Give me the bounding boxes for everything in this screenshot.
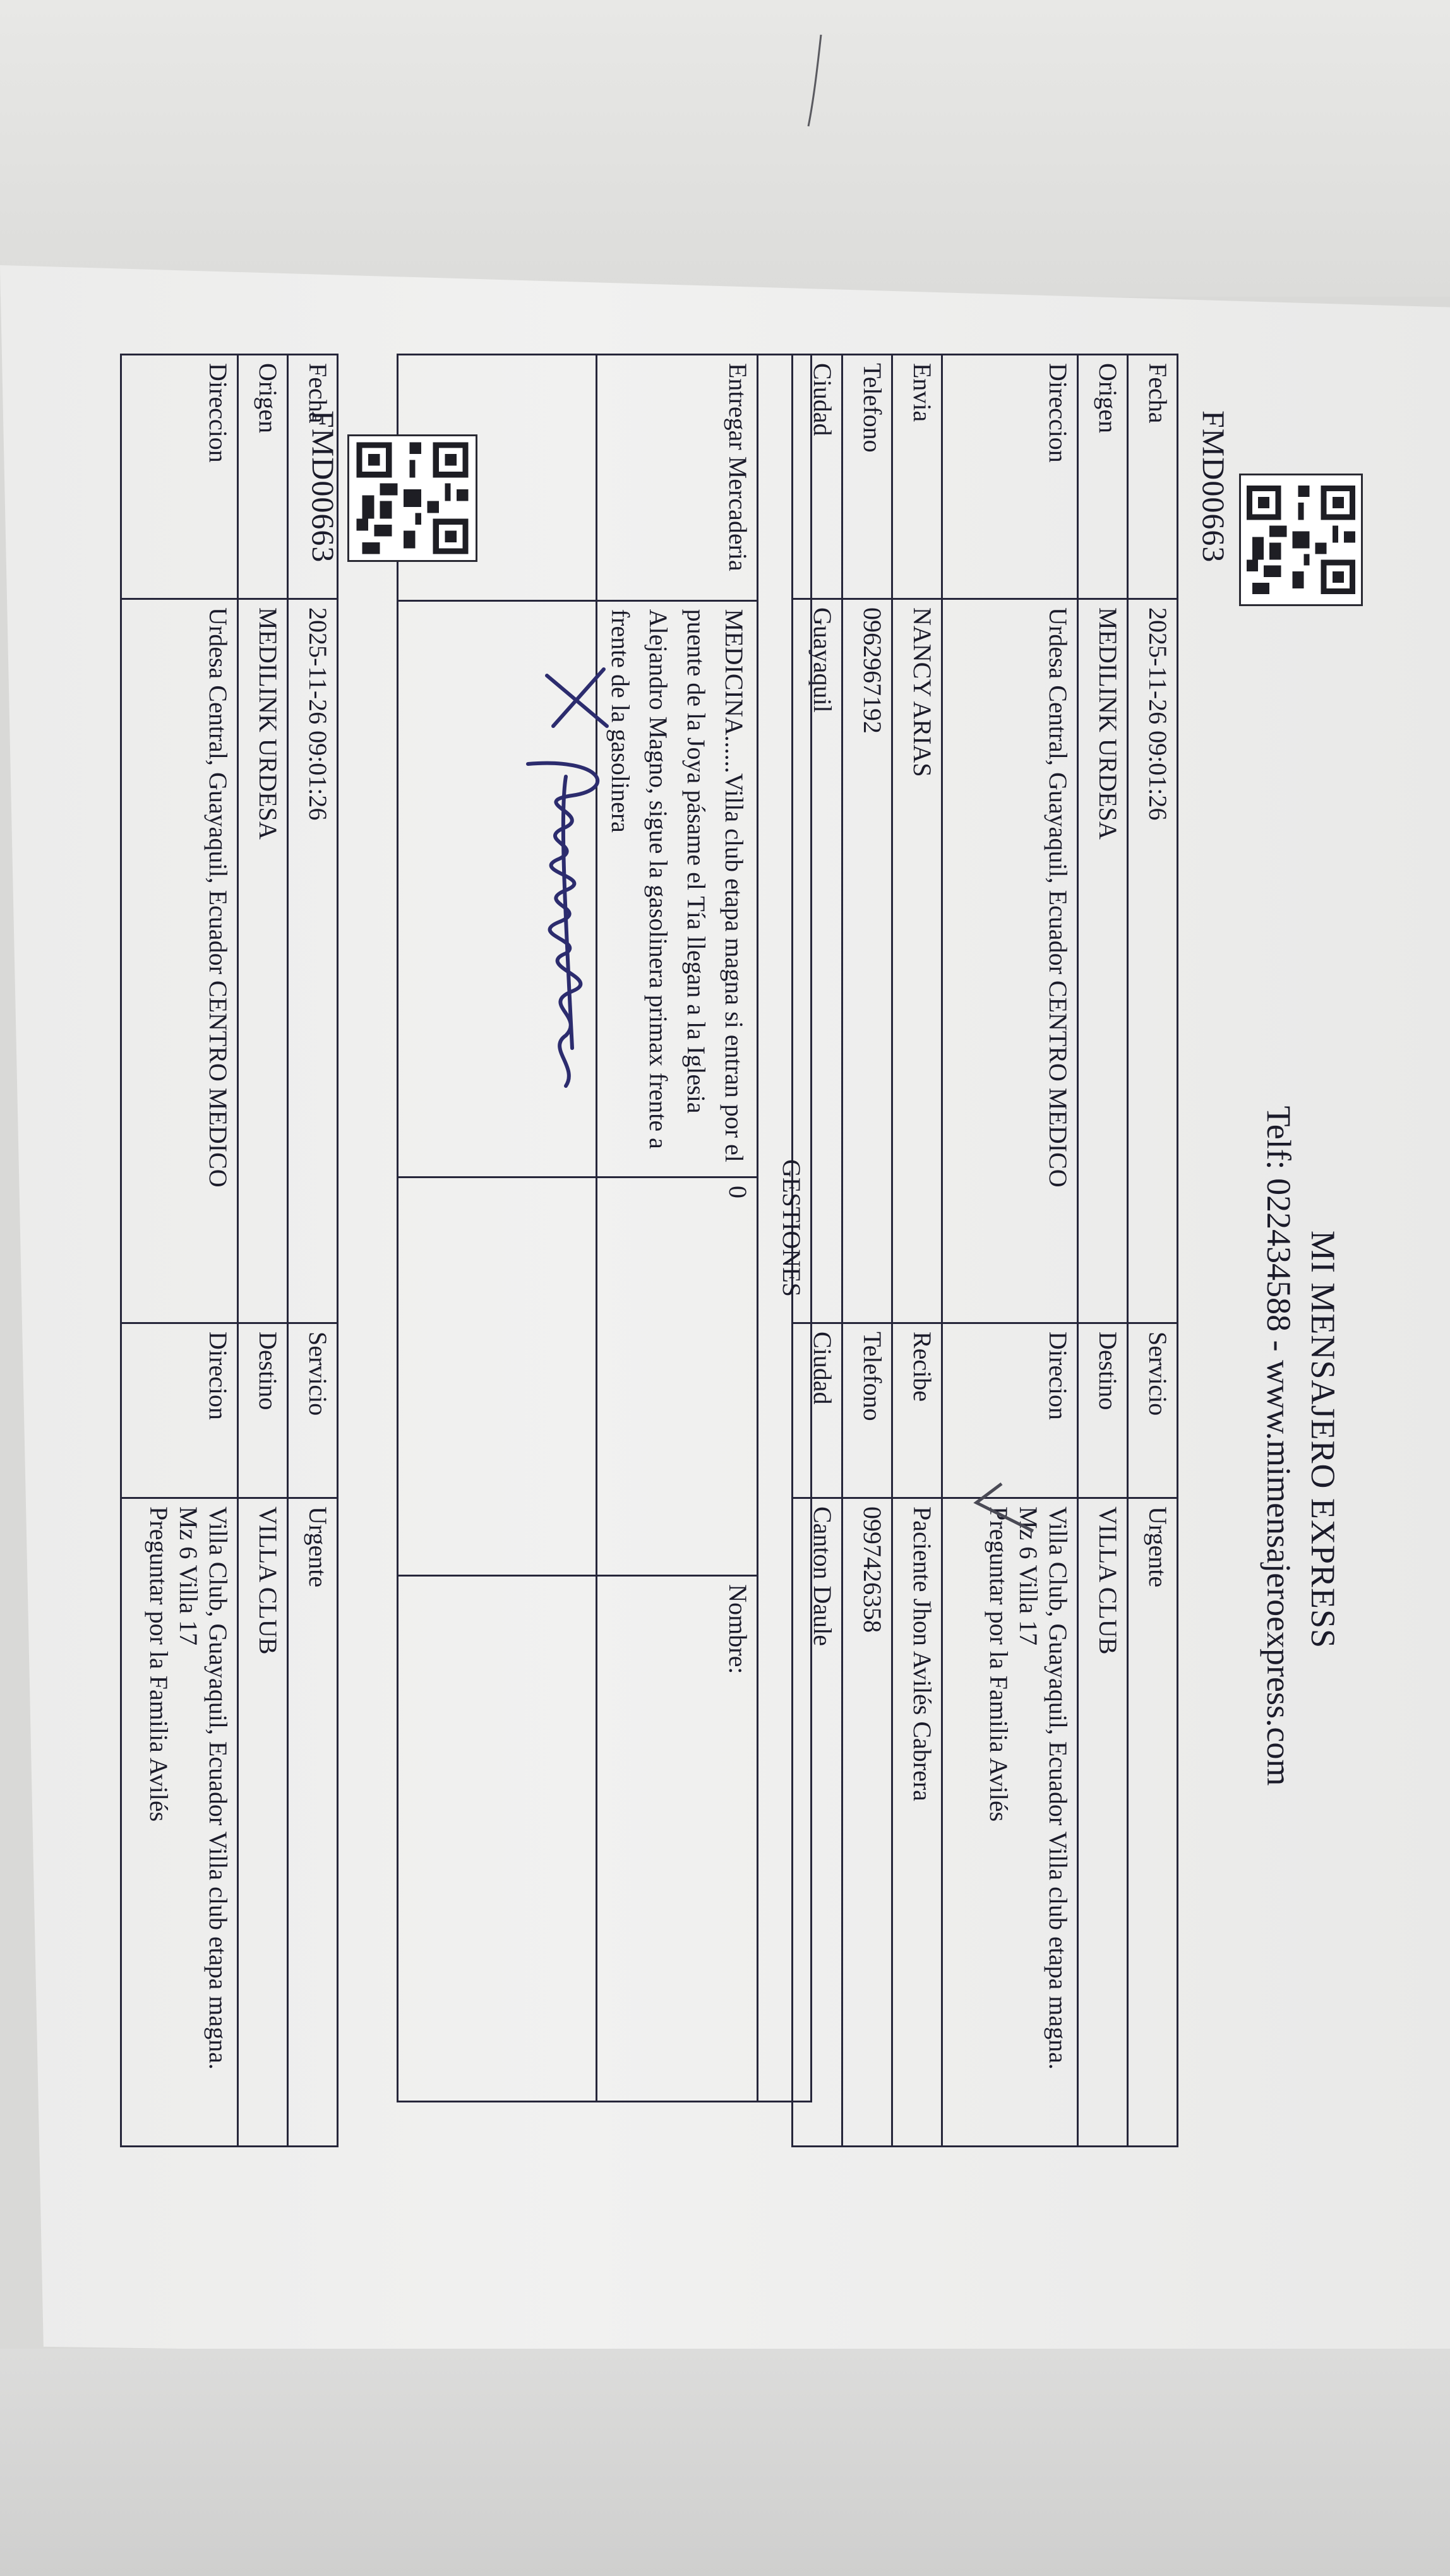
- destino-label: Destino: [238, 1323, 288, 1498]
- ciudad-value: Guayaquil: [793, 599, 842, 1323]
- origen-label: Origen: [1078, 355, 1128, 599]
- delivery-slip: [0, 265, 1450, 2424]
- tracking-code: FMD00663: [1196, 410, 1231, 563]
- table-row: [398, 355, 597, 2102]
- company-name: MI MENSAJERO EXPRESS: [1304, 1230, 1342, 1649]
- mercaderia-description: MEDICINA......Villa club etapa magna si entran por el puente de la Joya pásame el Tía llegan a la Iglesia Alejandro Magno, sigue la gasolinera primax frente a frente de la gasolinera: [597, 600, 758, 1177]
- direcion-line: Preguntar por la Familia Avilés: [985, 1506, 1013, 1822]
- direcion-value: [121, 1498, 238, 2147]
- table-row: [758, 355, 812, 2102]
- shipment-table-copy: [120, 354, 339, 2147]
- envia-value: NANCY ARIAS: [892, 599, 942, 1323]
- ciudad2-label: Ciudad: [793, 1323, 842, 1498]
- background-surface-top: [0, 0, 1450, 297]
- signature-area: [398, 1177, 597, 1575]
- origen-label: Origen: [238, 355, 288, 599]
- servicio-label: Servicio: [1128, 1323, 1178, 1498]
- tracking-code-copy: FMD00663: [306, 410, 341, 563]
- direcion-line: Mz 6 Villa 17: [1014, 1506, 1043, 1646]
- direcion-line: Villa Club, Guayaquil, Ecuador Villa club etapa magna.: [204, 1506, 232, 2070]
- direccion-value: Urdesa Central, Guayaquil, Ecuador CENTRO MEDICO: [942, 599, 1078, 1323]
- mercaderia-label: Entregar Mercaderia: [597, 355, 758, 601]
- pen-mark: [802, 32, 827, 133]
- fecha-value: 2025-11-26 09:01:26: [1128, 599, 1178, 1323]
- fecha-label: Fecha: [1128, 355, 1178, 599]
- destino-value: VILLA CLUB: [1078, 1498, 1128, 2147]
- direccion-value: Urdesa Central, Guayaquil, Ecuador CENTRO MEDICO: [121, 599, 238, 1323]
- table-row: [597, 355, 758, 2102]
- gestiones-header: GESTIONES: [758, 355, 812, 2102]
- ciudad2-value: Canton Daule: [793, 1498, 842, 2147]
- company-contact: Telf: 022434588 - www.mimensajeroexpress.com: [1260, 1106, 1298, 1786]
- shipment-table: [791, 354, 1178, 2147]
- telefono2-label: Telefono: [842, 1323, 892, 1498]
- table-row: [1078, 355, 1128, 2147]
- qr-code-icon: [347, 434, 477, 562]
- qr-code-icon: [1239, 474, 1363, 606]
- envia-label: Envia: [892, 355, 942, 599]
- pen-tick-mark: [970, 1477, 1040, 1534]
- table-row: [288, 355, 338, 2147]
- fecha-value: 2025-11-26 09:01:26: [288, 599, 338, 1323]
- origen-value: MEDILINK URDESA: [1078, 599, 1128, 1323]
- nombre-label: Nombre:: [724, 1584, 752, 1674]
- table-row: [121, 355, 238, 2147]
- table-row: [892, 355, 942, 2147]
- fecha-label: Fecha: [288, 355, 338, 599]
- mercaderia-count: 0: [597, 1177, 758, 1575]
- handwritten-signature: [452, 657, 642, 1099]
- nombre-field: [597, 1576, 758, 2102]
- table-row: [1128, 355, 1178, 2147]
- direcion-label: Direcion: [942, 1323, 1078, 1498]
- rotated-document: [0, 265, 1450, 2424]
- servicio-value: Urgente: [1128, 1498, 1178, 2147]
- destino-label: Destino: [1078, 1323, 1128, 1498]
- direcion-label: Direcion: [121, 1323, 238, 1498]
- signature-area: [398, 1576, 597, 2102]
- gestiones-table: [397, 354, 812, 2102]
- recibe-label: Recibe: [892, 1323, 942, 1498]
- direcion-line: Villa Club, Guayaquil, Ecuador Villa club etapa magna.: [1044, 1506, 1072, 2070]
- direcion-line: Mz 6 Villa 17: [174, 1506, 203, 1646]
- servicio-label: Servicio: [288, 1323, 338, 1498]
- telefono-value: 0962967192: [842, 599, 892, 1323]
- direcion-line: Preguntar por la Familia Avilés: [145, 1506, 173, 1822]
- recibe-value: Paciente Jhon Avilés Cabrera: [892, 1498, 942, 2147]
- table-row: [238, 355, 288, 2147]
- table-row: [842, 355, 892, 2147]
- telefono-label: Telefono: [842, 355, 892, 599]
- servicio-value: Urgente: [288, 1498, 338, 2147]
- ciudad-label: Ciudad: [793, 355, 842, 599]
- telefono2-value: 0997426358: [842, 1498, 892, 2147]
- origen-value: MEDILINK URDESA: [238, 599, 288, 1323]
- destino-value: VILLA CLUB: [238, 1498, 288, 2147]
- table-row: [942, 355, 1078, 2147]
- direcion-value: [942, 1498, 1078, 2147]
- direccion-label: Direccion: [942, 355, 1078, 599]
- direccion-label: Direccion: [121, 355, 238, 599]
